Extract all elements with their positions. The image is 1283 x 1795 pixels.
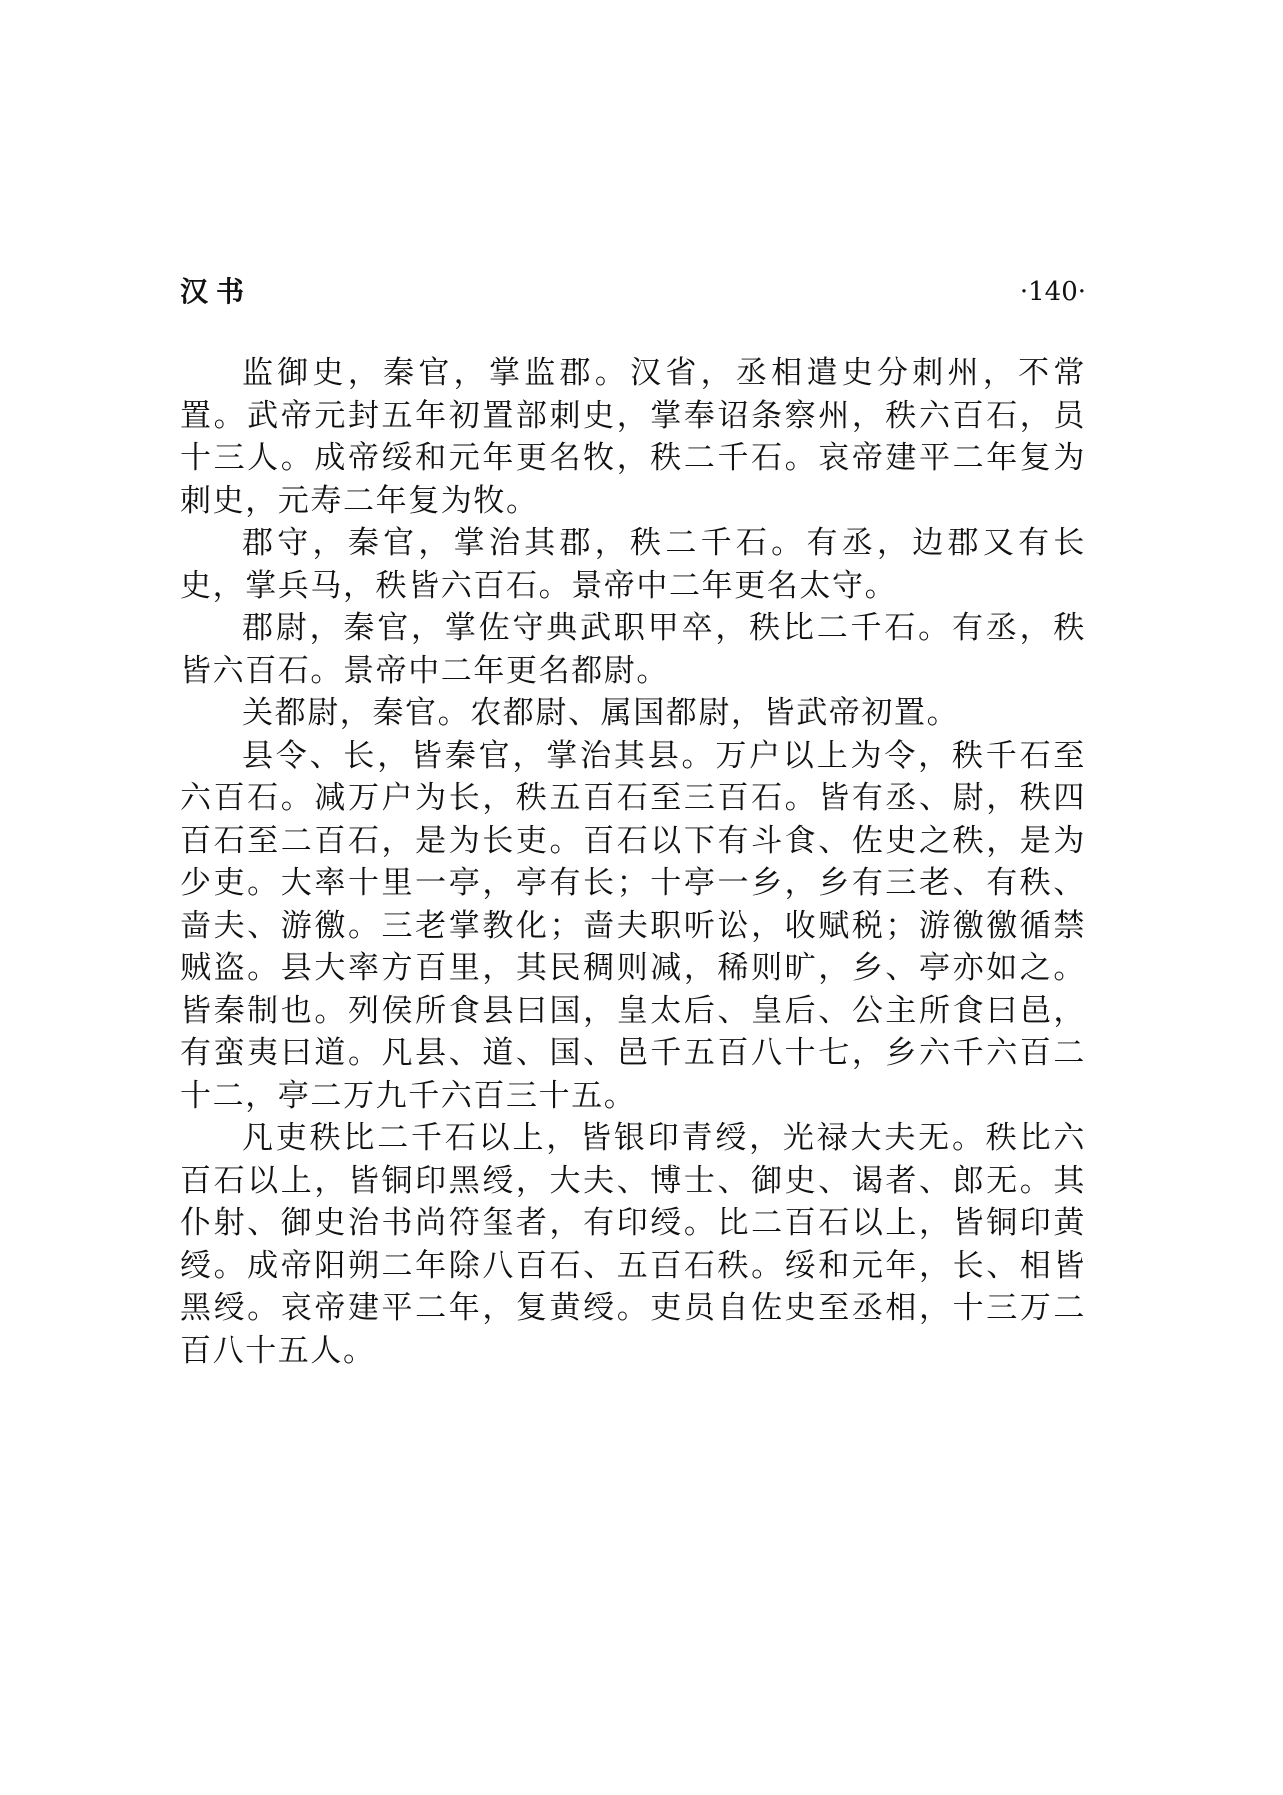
paragraph: 凡吏秩比二千石以上，皆银印青绶，光禄大夫无。秩比六百石以上，皆铜印黑绶，大夫、博士、御史、谒者、郎无。其仆射、御史治书尚符玺者，有印绶。比二百石以上，皆铜印黄绶。成帝阳朔二年除八百石、五百石秩。绥和元年，长、相皆黑绶。哀帝建平二年，复黄绶。吏员自佐史至丞相，十三万二百八十五人。 <box>180 1120 1086 1369</box>
book-title: 汉书 <box>180 275 253 308</box>
paragraph: 郡尉，秦官，掌佐守典武职甲卒，秩比二千石。有丞，秩皆六百石。景帝中二年更名都尉。 <box>180 610 1086 689</box>
paragraph: 关都尉，秦官。农都尉、属国都尉，皆武帝初置。 <box>242 695 960 731</box>
body-text <box>180 352 1086 1372</box>
page-number: ·140· <box>1019 277 1086 307</box>
running-header <box>180 272 1086 312</box>
paragraph: 监御史，秦官，掌监郡。汉省，丞相遣史分刺州，不常置。武帝元封五年初置部刺史，掌奉诏条察州，秩六百石，员十三人。成帝绥和元年更名牧，秩二千石。哀帝建平二年复为刺史，元寿二年复为牧。 <box>180 355 1086 519</box>
paragraph: 郡守，秦官，掌治其郡，秩二千石。有丞，边郡又有长史，掌兵马，秩皆六百石。景帝中二年更名太守。 <box>180 525 1086 604</box>
paragraph: 县令、长，皆秦官，掌治其县。万户以上为令，秩千石至六百石。减万户为长，秩五百石至三百石。皆有丞、尉，秩四百石至二百石，是为长吏。百石以下有斗食、佐史之秩，是为少吏。大率十里一亭，亭有长；十亭一乡，乡有三老、有秩、啬夫、游徼。三老掌教化；啬夫职听讼，收赋税；游徼徼循禁贼盗。县大率方百里，其民稠则减，稀则旷，乡、亭亦如之。皆秦制也。列侯所食县曰国，皇太后、皇后、公主所食曰邑，有蛮夷曰道。凡县、道、国、邑千五百八十七，乡六千六百二十二，亭二万九千六百三十五。 <box>180 737 1086 1114</box>
